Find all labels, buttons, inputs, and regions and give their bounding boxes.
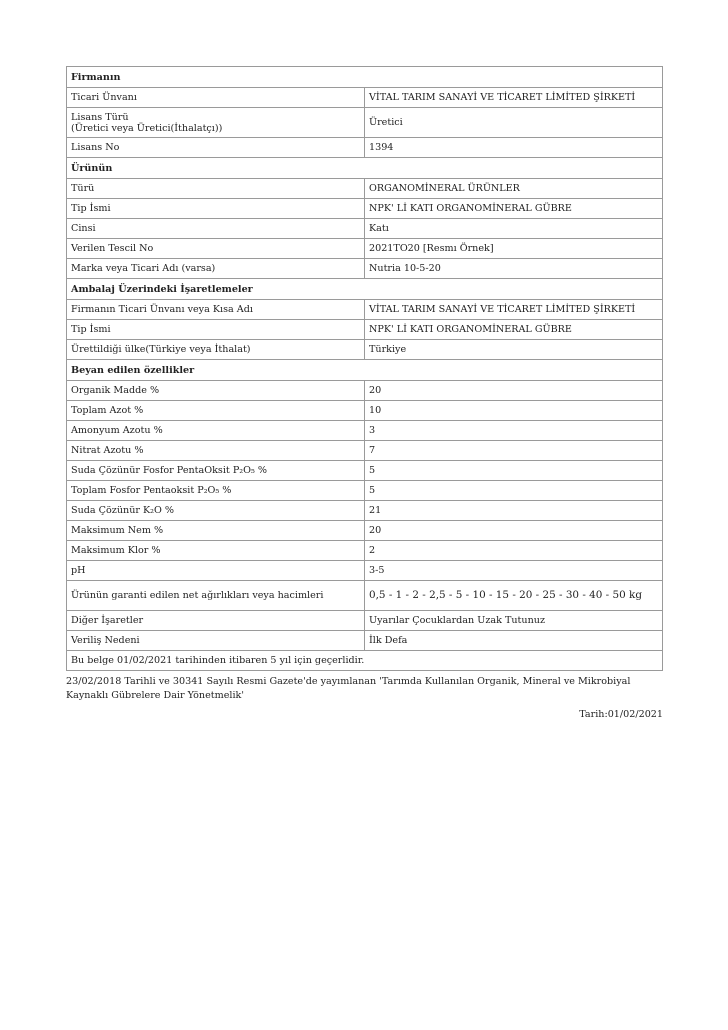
table-row xyxy=(67,401,663,421)
row-label: Ürünün garanti edilen net ağırlıkları veya hacimleri xyxy=(67,581,365,611)
row-value: 5 xyxy=(365,461,663,481)
row-value: 21 xyxy=(365,501,663,521)
section-header-urun xyxy=(67,158,663,179)
row-label: Tip İsmi xyxy=(67,199,365,219)
table-row xyxy=(67,501,663,521)
row-value: Uyarılar Çocuklardan Uzak Tutunuz xyxy=(365,611,663,631)
row-label: Toplam Fosfor Pentaoksit P₂O₅ % xyxy=(67,481,365,501)
section-title: Beyan edilen özellikler xyxy=(67,360,663,381)
row-label: Marka veya Ticari Adı (varsa) xyxy=(67,259,365,279)
row-label: Diğer İşaretler xyxy=(67,611,365,631)
row-label: Maksimum Klor % xyxy=(67,541,365,561)
row-value: 0,5 - 1 - 2 - 2,5 - 5 - 10 - 15 - 20 - 25 - 30 - 40 - 50 kg xyxy=(365,581,663,611)
row-value: VİTAL TARIM SANAYİ VE TİCARET LİMİTED ŞİRKETİ xyxy=(365,300,663,320)
row-label: Lisans No xyxy=(67,138,365,158)
section-header-firma xyxy=(67,67,663,88)
row-label: Toplam Azot % xyxy=(67,401,365,421)
table-row xyxy=(67,300,663,320)
table-row xyxy=(67,239,663,259)
table-row xyxy=(67,199,663,219)
section-title: Firmanın xyxy=(67,67,663,88)
row-label: Cinsi xyxy=(67,219,365,239)
table-row xyxy=(67,381,663,401)
row-value: Türkiye xyxy=(365,340,663,360)
row-value: 3-5 xyxy=(365,561,663,581)
row-value: Katı xyxy=(365,219,663,239)
table-row xyxy=(67,461,663,481)
row-value: NPK' Lİ KATI ORGANOMİNERAL GÜBRE xyxy=(365,320,663,340)
license-document xyxy=(66,66,663,720)
table-row xyxy=(67,320,663,340)
section-header-ambalaj xyxy=(67,279,663,300)
table-row xyxy=(67,179,663,199)
row-value: 2021TO20 [Resmı Örnek] xyxy=(365,239,663,259)
row-value: ORGANOMİNERAL ÜRÜNLER xyxy=(365,179,663,199)
row-value: İlk Defa xyxy=(365,631,663,651)
table-row xyxy=(67,521,663,541)
row-value: 20 xyxy=(365,521,663,541)
row-value: NPK' Lİ KATI ORGANOMİNERAL GÜBRE xyxy=(365,199,663,219)
row-label: Ürettildiği ülke(Türkiye veya İthalat) xyxy=(67,340,365,360)
section-title: Ürünün xyxy=(67,158,663,179)
table-row xyxy=(67,88,663,108)
table-row xyxy=(67,219,663,239)
validity-row xyxy=(67,651,663,671)
row-value: 2 xyxy=(365,541,663,561)
regulation-note: 23/02/2018 Tarihli ve 30341 Sayılı Resmi Gazete'de yayımlanan 'Tarımda Kullanılan Organik, Mineral ve Mikrobiyal Kaynaklı Gübrelere Dair Yönetmelik' xyxy=(66,676,631,701)
row-value: Nutria 10-5-20 xyxy=(365,259,663,279)
row-value: 20 xyxy=(365,381,663,401)
row-label: Tip İsmi xyxy=(67,320,365,340)
table-row xyxy=(67,541,663,561)
row-value: Üretici xyxy=(365,108,663,138)
document-date: Tarih:01/02/2021 xyxy=(579,709,663,720)
row-value: VİTAL TARIM SANAYİ VE TİCARET LİMİTED ŞİRKETİ xyxy=(365,88,663,108)
row-label: pH xyxy=(67,561,365,581)
row-label: Suda Çözünür K₂O % xyxy=(67,501,365,521)
row-label: Ticari Ünvanı xyxy=(67,88,365,108)
row-value: 3 xyxy=(365,421,663,441)
row-value: 10 xyxy=(365,401,663,421)
row-label: Türü xyxy=(67,179,365,199)
row-label: Firmanın Ticari Ünvanı veya Kısa Adı xyxy=(67,300,365,320)
validity-note: Bu belge 01/02/2021 tarihinden itibaren 5 yıl için geçerlidir. xyxy=(67,651,663,671)
row-label: Suda Çözünür Fosfor PentaOksit P₂O₅ % xyxy=(67,461,365,481)
table-row xyxy=(67,481,663,501)
row-value: 5 xyxy=(365,481,663,501)
table-row xyxy=(67,259,663,279)
row-label: Amonyum Azotu % xyxy=(67,421,365,441)
section-title: Ambalaj Üzerindeki İşaretlemeler xyxy=(67,279,663,300)
table-row xyxy=(67,441,663,461)
table-row xyxy=(67,421,663,441)
license-table xyxy=(66,66,663,671)
row-value: 7 xyxy=(365,441,663,461)
table-row xyxy=(67,611,663,631)
section-header-beyan xyxy=(67,360,663,381)
row-label: Nitrat Azotu % xyxy=(67,441,365,461)
table-row xyxy=(67,581,663,611)
table-row xyxy=(67,138,663,158)
row-label: Veriliş Nedeni xyxy=(67,631,365,651)
table-row xyxy=(67,561,663,581)
row-value: 1394 xyxy=(365,138,663,158)
table-row xyxy=(67,631,663,651)
row-label: Verilen Tescil No xyxy=(67,239,365,259)
row-label: Maksimum Nem % xyxy=(67,521,365,541)
table-row xyxy=(67,108,663,138)
row-label: Organik Madde % xyxy=(67,381,365,401)
row-label: Lisans Türü (Üretici veya Üretici(İthalatçı)) xyxy=(67,108,365,138)
table-row xyxy=(67,340,663,360)
